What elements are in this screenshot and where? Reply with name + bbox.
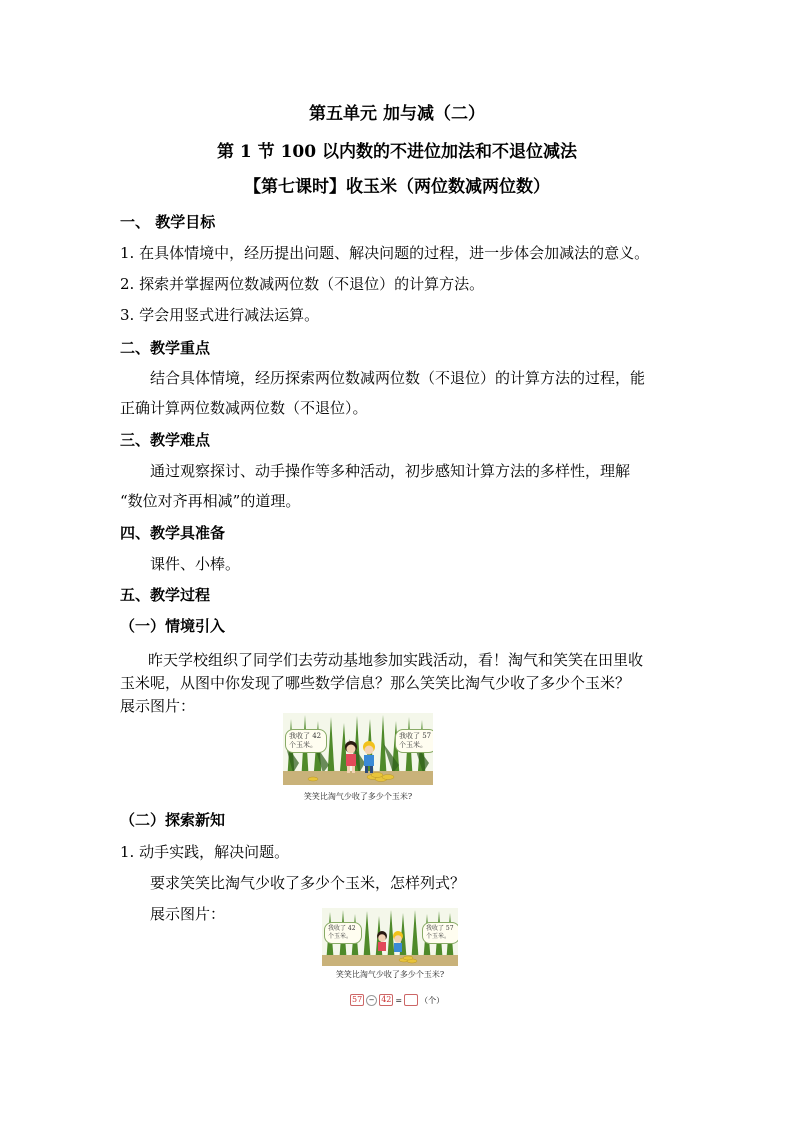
- minuend-box: 57: [352, 995, 363, 1004]
- part1-line: 玉米呢，从图中你发现了哪些数学信息？那么笑笑比淘气少收了多少个玉米？: [120, 674, 631, 692]
- goal-item: 1. 在具体情境中，经历提出问题、解决问题的过程，进一步体会加减法的意义。: [120, 244, 650, 262]
- answer-box: [404, 994, 418, 1006]
- difficulties-line: “数位对齐再相减”的道理。: [120, 492, 301, 510]
- unit-label: （个）: [420, 995, 445, 1005]
- corn-field-illustration: [322, 908, 458, 966]
- goal-item: 3. 学会用竖式进行减法运算。: [120, 306, 320, 324]
- unit-title: 第五单元 加与减（二）: [309, 104, 485, 124]
- lesson-title: 【第七课时】收玉米（两位数减两位数）: [244, 177, 550, 197]
- key-points-line: 结合具体情境，经历探索两位数减两位数（不退位）的计算方法的过程，能: [150, 369, 646, 387]
- speech-bubble-right: 我收了 57 个玉米。: [395, 729, 433, 753]
- subtrahend-box: 42: [381, 995, 392, 1004]
- difficulties-line: 通过观察探讨、动手操作等多种活动，初步感知计算方法的多样性，理解: [150, 462, 631, 480]
- speech-bubble-left: 我收了 42 个玉米。: [324, 922, 362, 944]
- part2-heading: （二）探索新知: [120, 811, 226, 829]
- minus-sign: −: [366, 995, 377, 1006]
- picture-caption: 笑笑比淘气少收了多少个玉米?: [335, 970, 445, 979]
- speech-bubble-right: 我收了 57 个玉米。: [422, 922, 458, 944]
- materials-heading: 四、教学具准备: [120, 524, 226, 542]
- part1-line: 展示图片：: [120, 697, 196, 715]
- section-title: 第 1 节 100 以内数的不进位加法和不退位减法: [217, 142, 577, 162]
- key-points-heading: 二、教学重点: [120, 339, 211, 357]
- process-heading: 五、教学过程: [120, 586, 211, 604]
- part1-line: 昨天学校组织了同学们去劳动基地参加实践活动，看！淘气和笑笑在田里收: [148, 651, 644, 669]
- corn-field-illustration: [283, 713, 433, 785]
- materials-text: 课件、小棒。: [150, 555, 241, 573]
- part2-show: 展示图片：: [150, 905, 226, 923]
- part2-step: 1. 动手实践，解决问题。: [120, 843, 290, 861]
- key-points-line: 正确计算两位数减两位数（不退位）。: [120, 399, 368, 417]
- equals-sign: =: [395, 995, 403, 1005]
- subtraction-formula: [350, 994, 444, 1006]
- goal-item: 2. 探索并掌握两位数减两位数（不退位）的计算方法。: [120, 275, 485, 293]
- goals-heading: 一、 教学目标: [120, 213, 216, 231]
- part2-question: 要求笑笑比淘气少收了多少个玉米，怎样列式？: [150, 874, 466, 892]
- speech-bubble-left: 我收了 42 个玉米。: [285, 729, 327, 753]
- difficulties-heading: 三、教学难点: [120, 431, 211, 449]
- picture-caption: 笑笑比淘气少收了多少个玉米?: [303, 792, 413, 801]
- part1-heading: （一）情境引入: [120, 617, 226, 635]
